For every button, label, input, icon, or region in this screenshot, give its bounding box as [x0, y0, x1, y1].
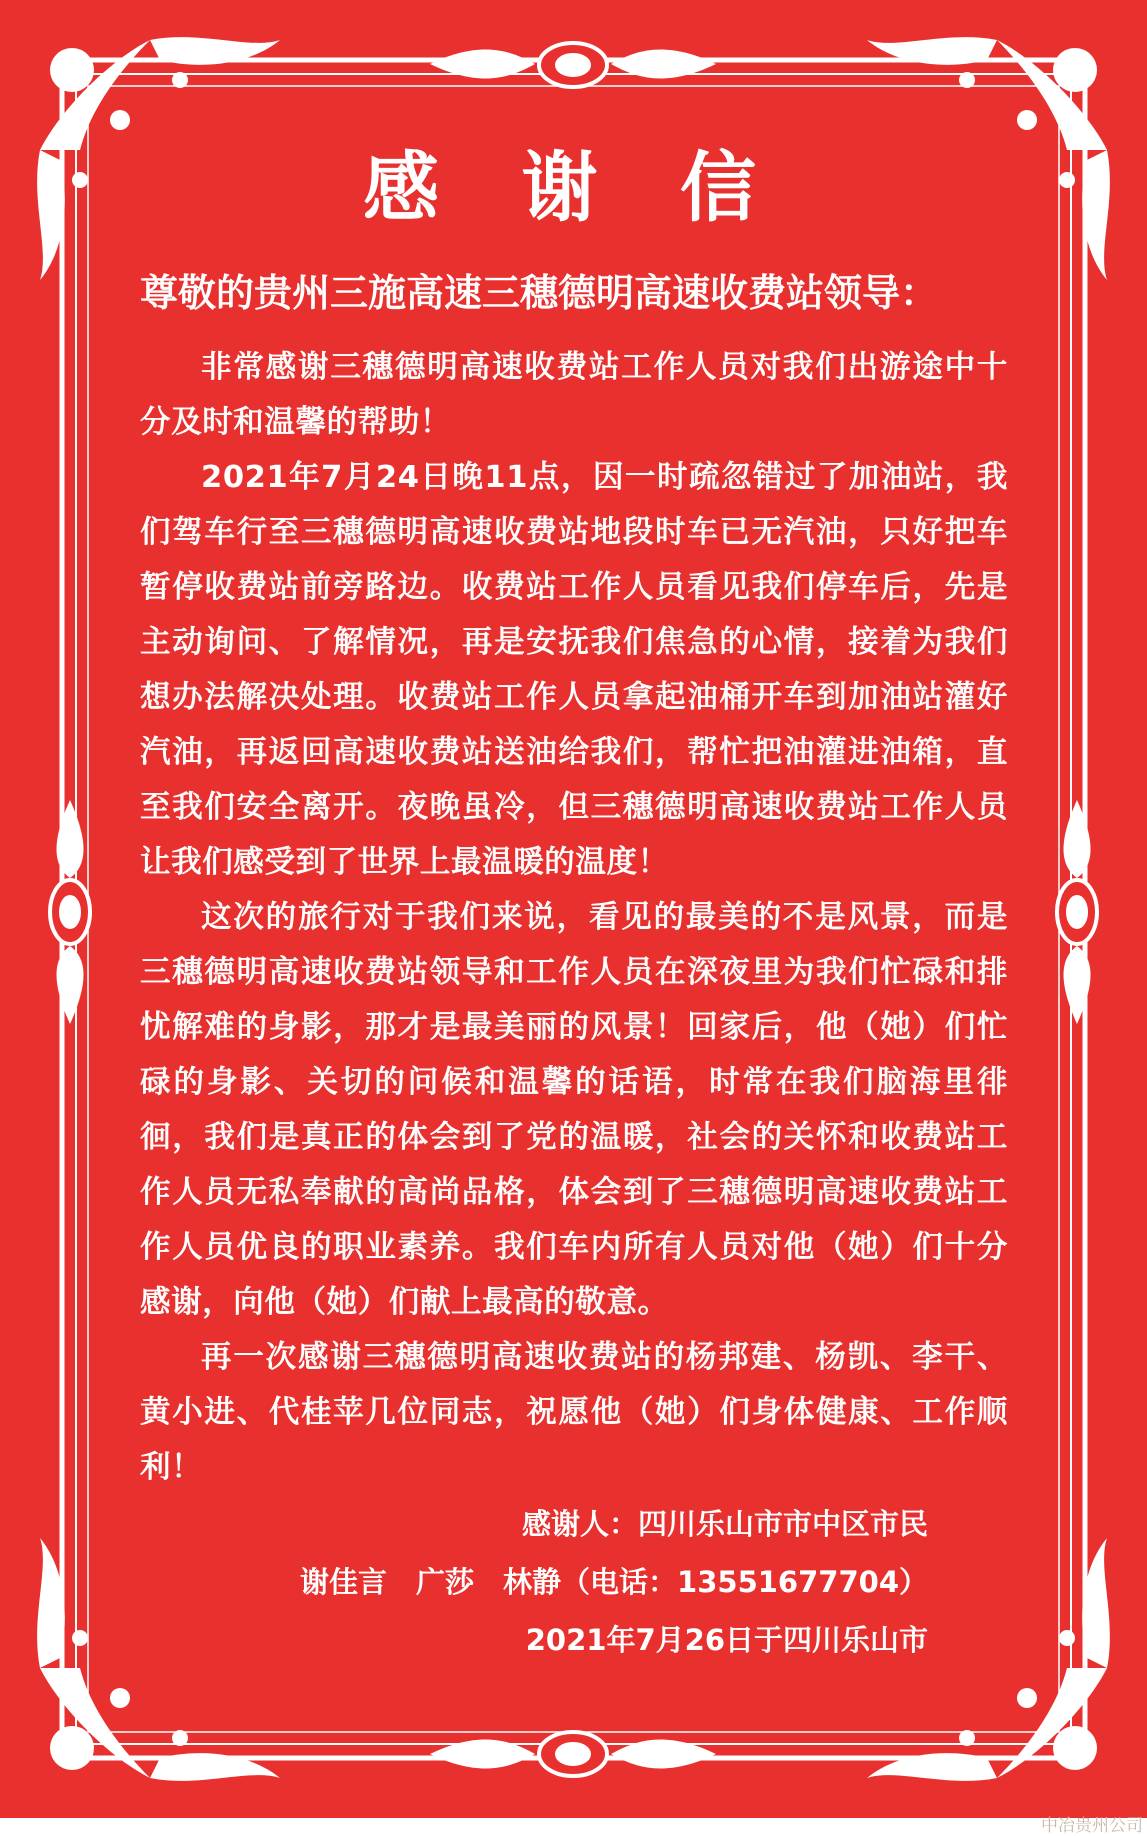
medallion-top	[539, 43, 607, 87]
letter-title: 感 谢 信	[0, 138, 1147, 238]
medallion-right	[1057, 880, 1097, 944]
paragraph-2: 2021年7月24日晚11点，因一时疏忽错过了加油站，我们驾车行至三穗德明高速收费站地段时车已无汽油，只好把车暂停收费站前旁路边。收费站工作人员看见我们停车后，先是主动询问、了解情况，再是安抚我们焦急的心情，接着为我们想办法解决处理。收费站工作人员拿起油桶开车到加油站灌好汽油，再返回高速收费站送油给我们，帮忙把油灌进油箱，直至我们安全离开。夜晚虽冷，但三穗德明高速收费站工作人员让我们感受到了世界上最温暖的温度！	[140, 450, 1008, 890]
signature-thanker: 感谢人：四川乐山市市中区市民	[140, 1495, 1008, 1553]
watermark: 中冶贵州公司	[1041, 1818, 1143, 1835]
medallion-left	[50, 880, 90, 944]
paragraph-3: 这次的旅行对于我们来说，看见的最美的不是风景，而是三穗德明高速收费站领导和工作人员在深夜里为我们忙碌和排忧解难的身影，那才是最美丽的风景！回家后，他（她）们忙碌的身影、关切的问候和温馨的话语，时常在我们脑海里徘徊，我们是真正的体会到了党的温暖，社会的关怀和收费站工作人员无私奉献的高尚品格，体会到了三穗德明高速收费站工作人员优良的职业素养。我们车内所有人员对他（她）们十分感谢，向他（她）们献上最高的敬意。	[140, 890, 1008, 1330]
salutation: 尊敬的贵州三施高速三穗德明高速收费站领导：	[140, 268, 1040, 318]
medallion-bottom	[539, 1732, 607, 1776]
signature-date: 2021年7月26日于四川乐山市	[140, 1611, 1008, 1669]
signature-block	[140, 1495, 1008, 1669]
paragraph-4: 再一次感谢三穗德明高速收费站的杨邦建、杨凯、李干、黄小进、代桂苹几位同志，祝愿他（她）们身体健康、工作顺利！	[140, 1330, 1008, 1495]
letter-body	[140, 340, 1008, 1495]
signature-names: 谢佳言 广莎 林静（电话：13551677704）	[140, 1553, 1008, 1611]
paragraph-1: 非常感谢三穗德明高速收费站工作人员对我们出游途中十分及时和温馨的帮助！	[140, 340, 1008, 450]
